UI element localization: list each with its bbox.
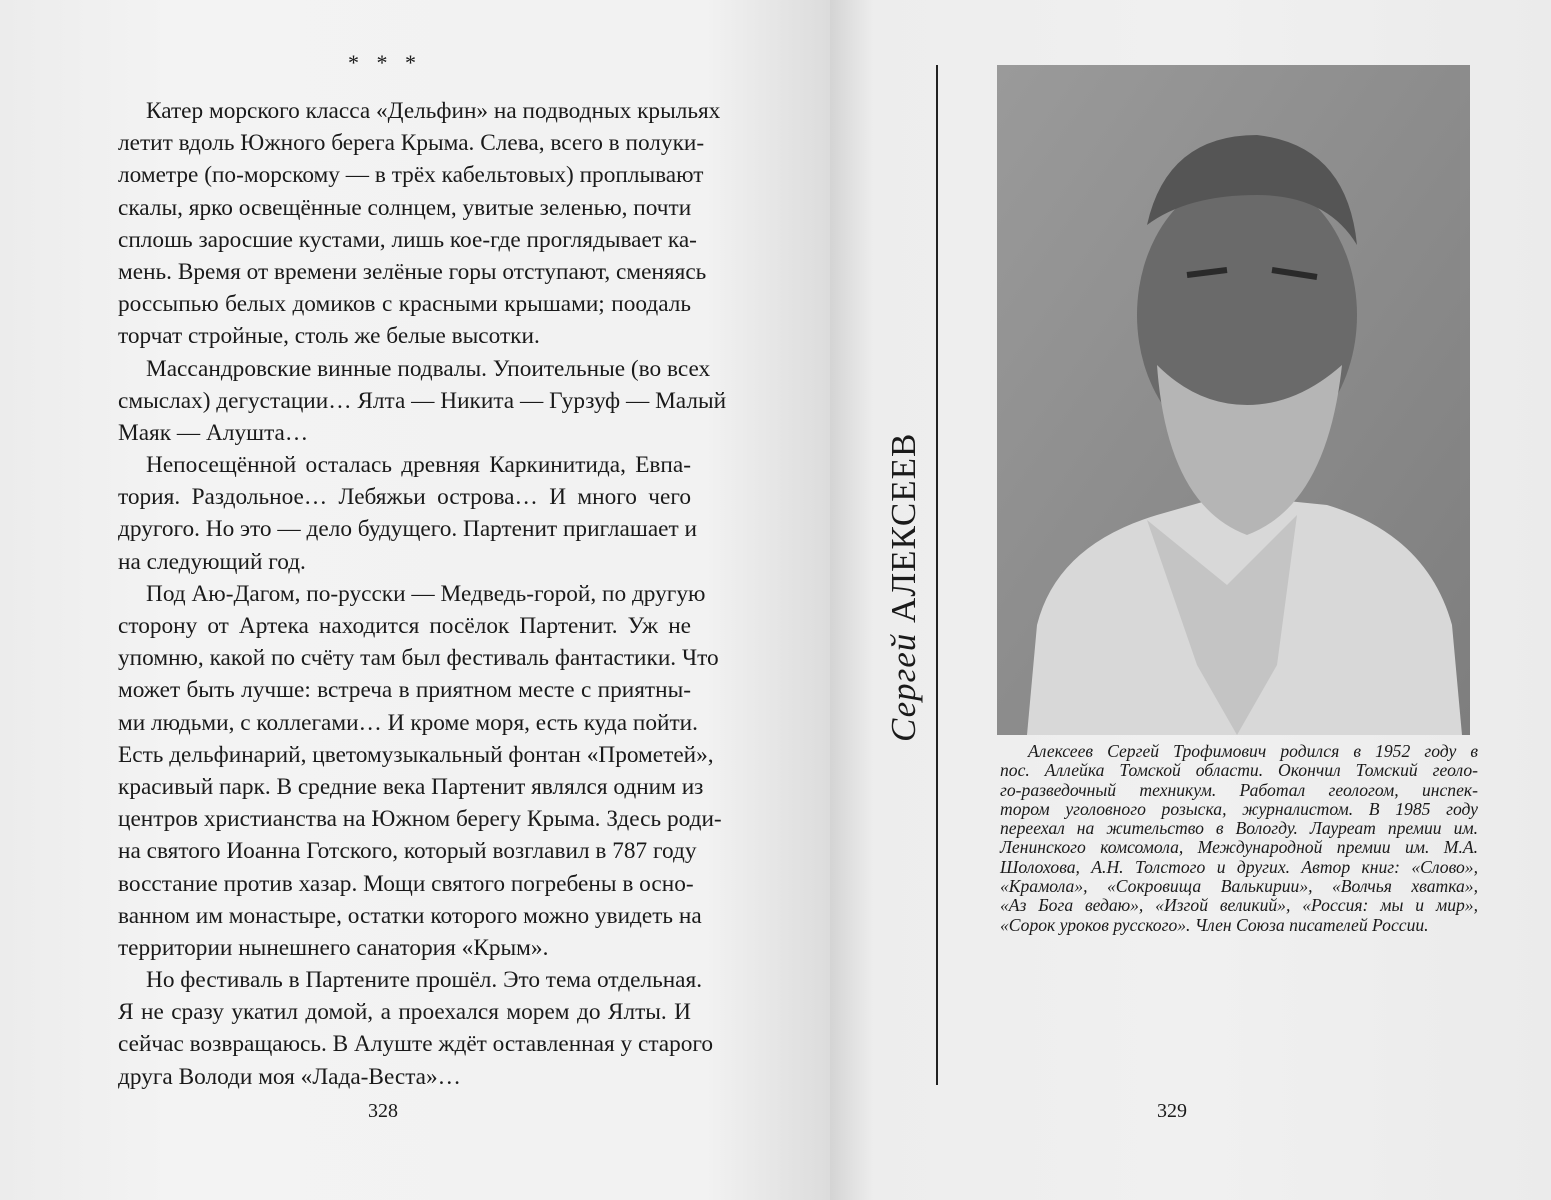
text-line: Под Аю-Дагом, по-русски — Медведь-горой, по другую: [146, 580, 706, 607]
caption-line: переехал на жительство в Вологду. Лауреат премии им.: [1000, 818, 1478, 839]
paragraph: [118, 449, 697, 578]
caption-line: пос. Аллейка Томской области. Окончил Томский геоло-: [1000, 760, 1478, 781]
text-line: упомню, какой по счёту там был фестиваль фантастики. Что: [118, 645, 719, 672]
text-line: территории нынешнего санатория «Крым».: [118, 934, 549, 961]
caption-line: Алексеев Сергей Трофимович родился в 1952 году в: [1028, 741, 1478, 761]
text-line: центров христианства на Южном берегу Крыма. Здесь роди-: [118, 806, 722, 833]
text-line: красивый парк. В средние века Партенит являлся одним из: [118, 773, 704, 800]
caption-line: тором уголовного розыска, журналистом. В 1985 году: [1000, 798, 1478, 819]
text-line: сейчас возвращаюсь. В Алуште ждёт оставленная у старого: [118, 1031, 714, 1058]
author-portrait-photo: [997, 65, 1470, 735]
page-number-right: 329: [1157, 1100, 1187, 1122]
text-line: Но фестиваль в Партените прошёл. Это тема отдельная.: [146, 967, 703, 994]
text-line: Непосещённой осталась древняя Каркинитида, Евпа-: [146, 452, 691, 479]
text-line: мень. Время от времени зелёные горы отступают, сменяясь: [118, 258, 707, 285]
author-first-name: Сергей: [884, 632, 923, 742]
text-line: сторону от Артека находится посёлок Партенит. Уж не: [118, 613, 691, 639]
text-line: сплошь заросшие кустами, лишь кое-где проглядывает ка-: [118, 226, 697, 253]
section-separator: * * *: [348, 50, 422, 75]
text-line: ванном им монастыре, остатки которого можно увидеть на: [118, 902, 702, 929]
text-line: смыслах) дегустации… Ялта — Никита — Гурзуф — Малый: [118, 387, 727, 414]
caption-line: «Сорок уроков русского». Член Союза писателей России.: [1000, 914, 1429, 935]
text-line: Я не сразу укатил домой, а проехался морем до Ялты. И: [118, 999, 691, 1026]
text-line: тория. Раздольное… Лебяжьи острова… И много чего: [118, 484, 691, 511]
text-line: другого. Но это — дело будущего. Партенит приглашает и: [118, 516, 697, 543]
text-line: летит вдоль Южного берега Крыма. Слева, всего в полуки-: [118, 130, 705, 157]
text-line: россыпью белых домиков с красными крышами; поодаль: [118, 291, 691, 318]
caption-line: го-разведочный техникум. Работал геологом, инспек-: [1000, 779, 1478, 800]
text-line: скалы, ярко освещённые солнцем, увитые зеленью, почти: [118, 194, 692, 221]
caption-line: Шолохова, А.Н. Толстого и других. Автор книг: «Слово»,: [1000, 856, 1478, 877]
caption-line: «Крамола», «Сокровища Валькирии», «Волчья хватка»,: [1000, 876, 1478, 897]
text-line: на святого Иоанна Готского, который возглавил в 787 году: [118, 838, 697, 865]
text-line: Маяк — Алушта…: [118, 419, 309, 446]
caption-line: Ленинского комсомола, Международной премии им. М.А.: [1000, 837, 1478, 858]
vertical-rule: [936, 65, 938, 1085]
text-line: ми людьми, с коллегами… И кроме моря, есть куда пойти.: [118, 709, 698, 736]
caption-line: «Аз Бога ведаю», «Изгой великий», «Россия: мы и мир»,: [1000, 895, 1478, 916]
author-name-vertical: [884, 433, 924, 742]
text-line: может быть лучше: встреча в приятном месте с приятны-: [118, 677, 691, 704]
text-line: на следующий год.: [118, 548, 306, 575]
author-bio-caption: [1000, 742, 1478, 935]
text-line: торчат стройные, столь же белые высотки.: [118, 323, 540, 350]
paragraph: [118, 353, 727, 450]
page-number-left: 328: [368, 1100, 398, 1122]
paragraph: [118, 578, 722, 964]
text-line: Есть дельфинарий, цветомузыкальный фонтан «Прометей»,: [118, 741, 714, 768]
text-line: лометре (по-морскому — в трёх кабельтовых) проплывают: [118, 162, 704, 189]
paragraph: [118, 95, 721, 353]
text-line: друга Володи моя «Лада-Веста»…: [118, 1063, 461, 1090]
text-line: Массандровские винные подвалы. Упоительные (во всех: [146, 355, 711, 382]
body-text: [118, 95, 727, 1093]
paragraph: [118, 964, 714, 1093]
text-line: восстание против хазар. Мощи святого погребены в осно-: [118, 870, 694, 897]
text-line: Катер морского класса «Дельфин» на подводных крыльях: [146, 98, 721, 124]
author-last-name: АЛЕКСЕЕВ: [884, 432, 923, 623]
